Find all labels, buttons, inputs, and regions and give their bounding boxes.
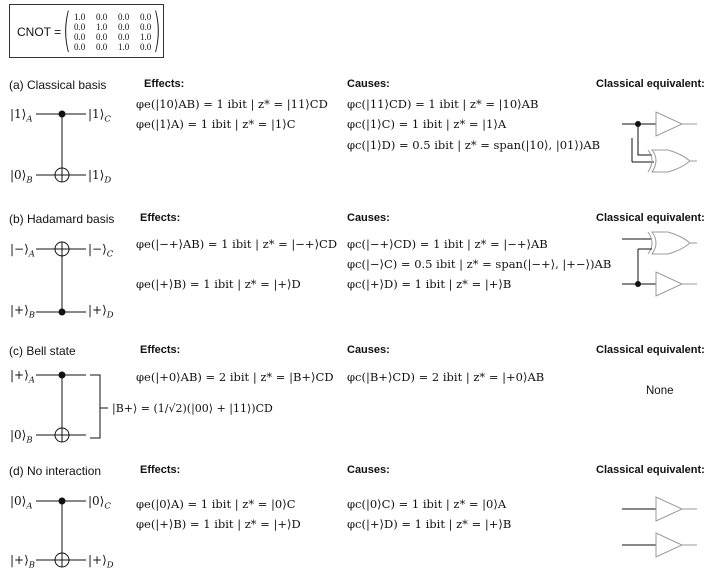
classical-header: Classical equivalent: (596, 212, 705, 224)
effect-equation: φe(|0⟩A) = 1 ibit | z* = |0⟩C (136, 497, 296, 511)
junction-dot (636, 282, 641, 287)
output-ket-bottom: $|1⟩_D$ (88, 168, 112, 186)
classical-gates-b (622, 232, 697, 296)
section-c-label: (c) Bell state (9, 344, 76, 358)
cnot-circuit-c (36, 372, 108, 442)
matrix-right-paren: ) (152, 3, 162, 57)
effect-equation: φe(|+⟩B) = 1 ibit | z* = |+⟩D (136, 517, 301, 531)
matrix-row: 0.0 1.0 0.0 0.0 (74, 22, 152, 32)
causes-header: Causes: (347, 212, 390, 224)
effect-equation: φe(|+⟩B) = 1 ibit | z* = |+⟩D (136, 277, 301, 291)
output-ket-top: $|0⟩_C$ (88, 494, 111, 512)
cnot-circuit-d (36, 498, 86, 567)
section-a-label: (a) Classical basis (9, 78, 107, 92)
effects-header: Effects: (140, 344, 181, 356)
input-ket-top: $|1⟩_A$ (10, 107, 33, 125)
control-dot (59, 372, 65, 378)
cause-equation: φc(|0⟩C) = 1 ibit | z* = |0⟩A (347, 497, 507, 511)
control-dot (59, 111, 65, 117)
buffer-gate (656, 112, 682, 136)
classical-gates-a (622, 112, 697, 172)
control-dot (59, 309, 65, 315)
classical-gates-d (622, 497, 697, 557)
input-ket-bottom: $|0⟩_B$ (10, 168, 33, 186)
buffer-gate (656, 497, 682, 521)
input-ket-bottom: $|+⟩_B$ (10, 303, 36, 321)
causes-header: Causes: (347, 78, 390, 90)
cause-equation: φc(|1⟩D) = 0.5 ibit | z* = span(|10⟩, |01⟩)AB (347, 138, 601, 152)
matrix-row: 1.0 0.0 0.0 0.0 (74, 12, 152, 22)
xor-gate (652, 150, 690, 172)
classical-none: None (646, 385, 674, 397)
cnot-circuit-b (36, 242, 86, 315)
cause-equation: φc(|−⟩C) = 0.5 ibit | z* = span(|−+⟩, |+−⟩)AB (347, 257, 612, 271)
effect-equation: φe(|10⟩AB) = 1 ibit | z* = |11⟩CD (136, 97, 328, 111)
xor-back-arc (648, 150, 652, 172)
cause-equation: φc(|+⟩D) = 1 ibit | z* = |+⟩B (347, 517, 512, 531)
effect-equation: φe(|1⟩A) = 1 ibit | z* = |1⟩C (136, 117, 296, 131)
bell-bracket (90, 375, 100, 438)
effects-header: Effects: (140, 464, 181, 476)
input-ket-bottom: $|+⟩_B$ (10, 553, 36, 571)
effects-header: Effects: (140, 212, 181, 224)
classical-header: Classical equivalent: (596, 78, 705, 90)
cnot-circuit-a (36, 111, 86, 182)
output-ket-top: $|1⟩_C$ (88, 107, 111, 125)
cause-equation: φc(|1⟩C) = 1 ibit | z* = |1⟩A (347, 117, 507, 131)
wire (638, 124, 652, 155)
classical-header: Classical equivalent: (596, 344, 705, 356)
cause-equation: φc(|−+⟩CD) = 1 ibit | z* = |−+⟩AB (347, 237, 548, 251)
causes-header: Causes: (347, 464, 390, 476)
effects-header: Effects: (144, 78, 185, 90)
input-ket-top: $|+⟩_A$ (10, 368, 35, 386)
cause-equation: φc(|11⟩CD) = 1 ibit | z* = |10⟩AB (347, 97, 539, 111)
matrix-row: 0.0 0.0 0.0 1.0 (74, 32, 152, 42)
matrix-row: 0.0 0.0 1.0 0.0 (74, 42, 152, 52)
matrix-left-paren: ( (62, 3, 72, 57)
xor-gate (652, 232, 690, 254)
xor-back-arc (648, 232, 652, 254)
output-ket-bottom: $|+⟩_D$ (88, 303, 114, 321)
buffer-gate (656, 272, 682, 296)
cnot-label: CNOT = (17, 25, 62, 39)
section-d-label: (d) No interaction (9, 464, 102, 478)
output-ket-top: $|-⟩_C$ (88, 242, 114, 260)
effect-equation: φe(|+0⟩AB) = 2 ibit | z* = |B+⟩CD (136, 370, 334, 384)
cause-equation: φc(|B+⟩CD) = 2 ibit | z* = |+0⟩AB (347, 370, 545, 384)
section-b-label: (b) Hadamard basis (9, 212, 115, 226)
cause-equation: φc(|+⟩D) = 1 ibit | z* = |+⟩B (347, 277, 512, 291)
classical-header: Classical equivalent: (596, 464, 705, 476)
control-dot (59, 498, 65, 504)
input-ket-top: $|-⟩_A$ (10, 242, 35, 260)
causes-header: Causes: (347, 344, 390, 356)
buffer-gate (656, 533, 682, 557)
output-ket-bottom: $|+⟩_D$ (88, 553, 114, 571)
input-ket-bottom: $|0⟩_B$ (10, 428, 33, 446)
effect-equation: φe(|−+⟩AB) = 1 ibit | z* = |−+⟩CD (136, 237, 338, 251)
input-ket-top: $|0⟩_A$ (10, 494, 33, 512)
bell-state-definition: |B+⟩ = (1/√2)(|00⟩ + |11⟩)CD (112, 402, 273, 415)
